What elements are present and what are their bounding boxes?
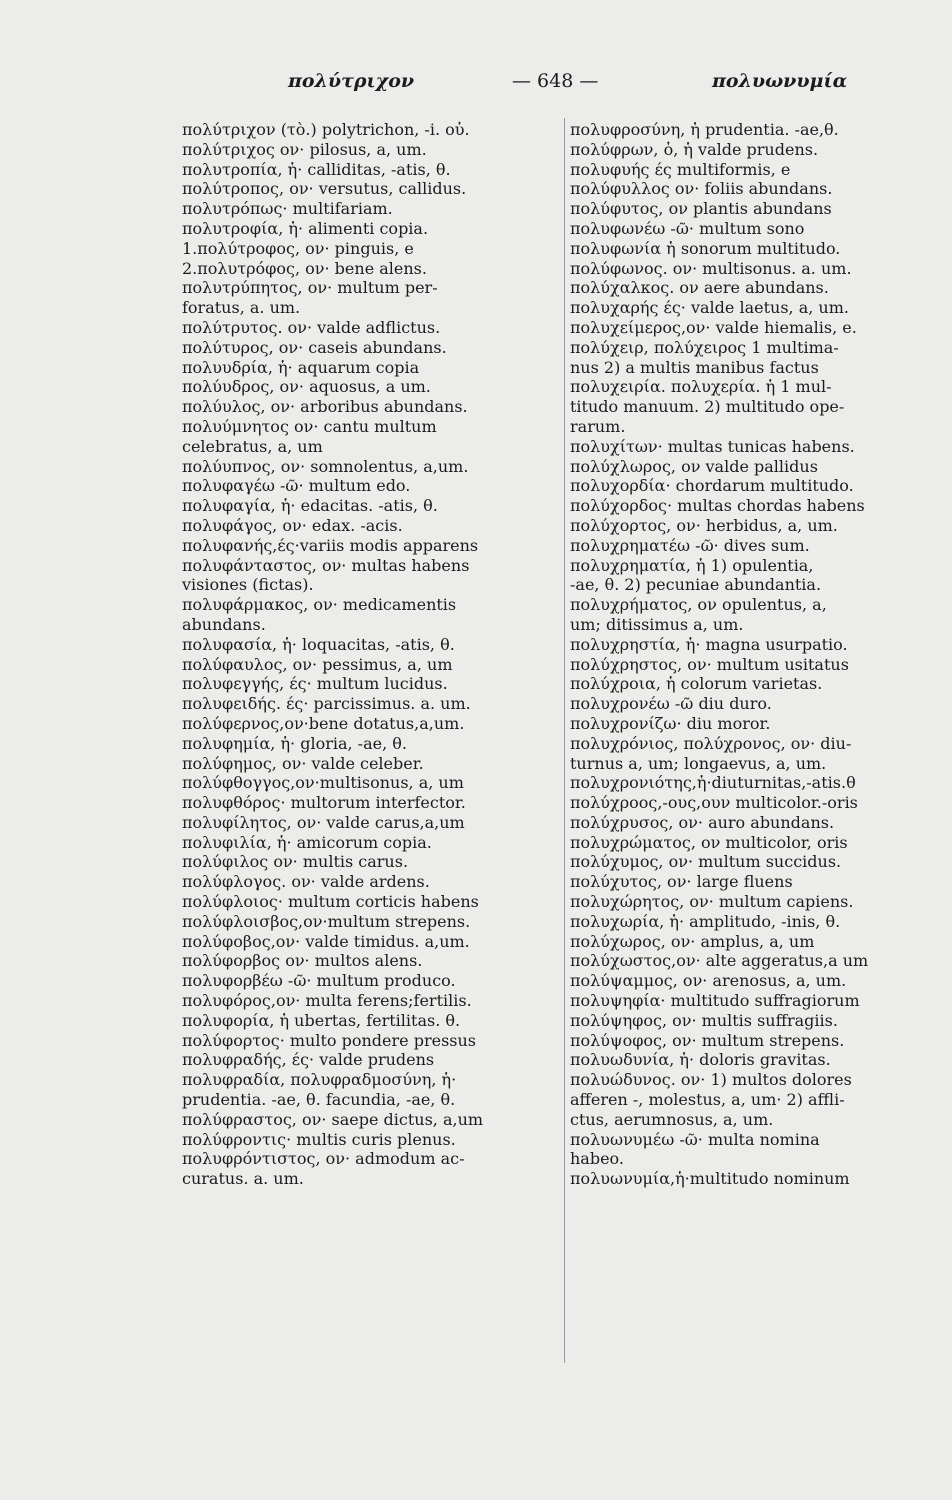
dictionary-entry-line: πολύχορδος· multas chordas habens xyxy=(570,496,865,516)
dictionary-entry-line: πολυφεγγής, ές· multum lucidus. xyxy=(182,674,448,694)
dictionary-entry-line: πολύυπνος, ον· somnolentus, a,um. xyxy=(182,456,469,476)
dictionary-entry-line: foratus, a. um. xyxy=(182,298,301,318)
dictionary-entry-line: πολυφυής ές multiformis, e xyxy=(570,159,791,179)
running-head-right: πολυωνυμία xyxy=(712,70,848,92)
dictionary-entry-line: πολύτρυτος. ον· valde adflictus. xyxy=(182,317,441,337)
dictionary-entry-line: πολύφιλος ον· multis carus. xyxy=(182,852,409,872)
dictionary-entry-line: πολυφάρμακος, ον· medicamentis xyxy=(182,595,457,615)
dictionary-entry-line: πολυφωνέω -ῶ· multum sono xyxy=(570,218,805,238)
dictionary-entry-line: πολύχειρ, πολύχειρος 1 multima- xyxy=(570,337,839,357)
dictionary-entry-line: πολυχρόνιος, πολύχρονος, ον· diu- xyxy=(570,733,852,753)
dictionary-entry-line: πολυχίτων· multas tunicas habens. xyxy=(570,436,855,456)
right-column xyxy=(570,120,950,1189)
dictionary-entry-line: πολυχωρία, ἡ· amplitudo, -inis, θ. xyxy=(570,911,841,931)
dictionary-entry-line: πολυχρονιότης,ἡ·diuturnitas,-atis.θ xyxy=(570,773,856,793)
dictionary-entry-line: πολυφάνταστος, ον· multas habens xyxy=(182,555,470,575)
dictionary-entry-line: πολύφλογος. ον· valde ardens. xyxy=(182,872,430,892)
dictionary-entry-line: celebratus, a, um xyxy=(182,436,323,456)
dictionary-entry-line: πολύχροια, ἡ colorum varietas. xyxy=(570,674,823,694)
dictionary-entry-line: πολύψοφος, ον· multum strepens. xyxy=(570,1030,845,1050)
dictionary-entry-line: πολυφάγος, ον· edax. -acis. xyxy=(182,515,403,535)
page-number: — 648 — xyxy=(512,70,599,92)
dictionary-entry-line: πολύφοβος,ον· valde timidus. a,um. xyxy=(182,931,470,951)
dictionary-entry-line: πολυφορία, ἡ ubertas, fertilitas. θ. xyxy=(182,1010,461,1030)
dictionary-entry-line: πολυχρήματος, ον opulentus, a, xyxy=(570,595,827,615)
dictionary-entry-line: πολυφθόρος· multorum interfector. xyxy=(182,793,466,813)
dictionary-entry-line: πολυφρόντιστος, ον· admodum ac- xyxy=(182,1149,465,1169)
dictionary-entry-line: πολύτριχος ον· pilosus, a, um. xyxy=(182,139,427,159)
dictionary-entry-line: πολυφραδία, πολυφραδμοσύνη, ἡ· xyxy=(182,1070,457,1090)
dictionary-entry-line: πολυχρώματος, ον multicolor, oris xyxy=(570,832,848,852)
dictionary-entry-line: πολυφροσύνη, ἡ prudentia. -ae,θ. xyxy=(570,120,839,139)
dictionary-entry-line: πολυφασία, ἡ· loquacitas, -atis, θ. xyxy=(182,634,455,654)
dictionary-entry-line: πολύφερνος,ον·bene dotatus,a,um. xyxy=(182,713,465,733)
dictionary-entry-line: πολυψηφία· multitudo suffragiorum xyxy=(570,991,860,1011)
dictionary-entry-line: πολυφανής,ές·variis modis apparens xyxy=(182,535,479,555)
dictionary-entry-line: πολυχρονίζω· diu moror. xyxy=(570,713,771,733)
dictionary-entry-line: πολυφωνία ἡ sonorum multitudo. xyxy=(570,238,841,258)
dictionary-entry-line: πολυχείμερος,ον· valde hiemalis, e. xyxy=(570,317,857,337)
dictionary-entry-line: prudentia. -ae, θ. facundia, -ae, θ. xyxy=(182,1090,456,1110)
dictionary-entry-line: πολυχαρής ές· valde laetus, a, um. xyxy=(570,298,849,318)
dictionary-entry-line: πολύφυλλος ον· foliis abundans. xyxy=(570,179,833,199)
dictionary-entry-line: um; ditissimus a, um. xyxy=(570,614,744,634)
dictionary-entry-line: πολύχωρος, ον· amplus, a, um xyxy=(570,931,815,951)
dictionary-entry-line: πολυφημία, ἡ· gloria, -ae, θ. xyxy=(182,733,407,753)
dictionary-entry-line: -ae, θ. 2) pecuniae abundantia. xyxy=(570,575,822,595)
dictionary-entry-line: πολύτροπος, ον· versutus, callidus. xyxy=(182,179,467,199)
dictionary-entry-line: πολύυδρος, ον· aquosus, a um. xyxy=(182,377,431,397)
dictionary-entry-line: πολύφλοιος· multum corticis habens xyxy=(182,892,479,912)
dictionary-entry-line: ctus, aerumnosus, a, um. xyxy=(570,1109,774,1129)
dictionary-entry-line: abundans. xyxy=(182,614,266,634)
dictionary-entry-line: πολυχώρητος, ον· multum capiens. xyxy=(570,892,854,912)
dictionary-entry-line: 2.πολυτρόφος, ον· bene alens. xyxy=(182,258,427,278)
dictionary-entry-line: πολύψαμμος, ον· arenosus, a, um. xyxy=(570,971,847,991)
dictionary-entry-line: πολυχρηματία, ἡ 1) opulentia, xyxy=(570,555,814,575)
dictionary-entry-line: πολυχρηστία, ἡ· magna usurpatio. xyxy=(570,634,848,654)
dictionary-entry-line: πολυφαγία, ἡ· edacitas. -atis, θ. xyxy=(182,496,438,516)
dictionary-entry-line: πολυωδυνία, ἡ· doloris gravitas. xyxy=(570,1050,831,1070)
dictionary-entry-line: πολυχειρία. πολυχερία. ἡ 1 mul- xyxy=(570,377,832,397)
dictionary-entry-line: πολυτροπία, ἡ· calliditas, -atis, θ. xyxy=(182,159,451,179)
column-divider xyxy=(564,118,565,1363)
left-column xyxy=(182,120,558,1189)
dictionary-entry-line: πολύχωστος,ον· alte aggeratus,a um xyxy=(570,951,869,971)
dictionary-entry-line: πολύφαυλος, ον· pessimus, a, um xyxy=(182,654,453,674)
dictionary-entry-line: πολύχυτος, ον· large fluens xyxy=(570,872,793,892)
dictionary-entry-line: πολύτυρος, ον· caseis abundans. xyxy=(182,337,447,357)
dictionary-entry-line: πολυφίλητος, ον· valde carus,a,um xyxy=(182,812,465,832)
dictionary-entry-line: visiones (fictas). xyxy=(182,575,314,595)
dictionary-entry-line: πολυφειδής. ές· parcissimus. a. um. xyxy=(182,694,471,714)
dictionary-entry-line: πολύυλος, ον· arboribus abundans. xyxy=(182,397,468,417)
dictionary-entry-line: turnus a, um; longaevus, a, um. xyxy=(570,753,827,773)
dictionary-entry-line: πολυώδυνος. ον· 1) multos dolores xyxy=(570,1070,852,1090)
dictionary-entry-line: πολύχροος,-ους,ουν multicolor.-oris xyxy=(570,793,858,813)
dictionary-entry-line: πολύφορτος· multo pondere pressus xyxy=(182,1030,477,1050)
dictionary-entry-line: πολύφορβος ον· multos alens. xyxy=(182,951,423,971)
dictionary-entry-line: πολυυδρία, ἡ· aquarum copia xyxy=(182,357,420,377)
dictionary-entry-line: πολύχορτος, ον· herbidus, a, um. xyxy=(570,515,838,535)
dictionary-entry-line: πολυφιλία, ἡ· amicorum copia. xyxy=(182,832,432,852)
dictionary-entry-line: curatus. a. um. xyxy=(182,1169,304,1189)
dictionary-entry-line: πολύφρων, ὁ, ἡ valde prudens. xyxy=(570,139,819,159)
dictionary-entry-line: titudo manuum. 2) multitudo ope- xyxy=(570,397,845,417)
dictionary-entry-line: πολυχρονέω -ῶ diu duro. xyxy=(570,694,772,714)
dictionary-entry-line: 1.πολύτροφος, ον· pinguis, e xyxy=(182,238,414,258)
dictionary-entry-line: πολύφυτος, ον plantis abundans xyxy=(570,199,832,219)
dictionary-entry-line: habeo. xyxy=(570,1149,624,1169)
dictionary-entry-line: afferen -, molestus, a, um· 2) affli- xyxy=(570,1090,845,1110)
dictionary-entry-line: πολυφραδής, ές· valde prudens xyxy=(182,1050,435,1070)
dictionary-entry-line: πολύφροντις· multis curis plenus. xyxy=(182,1129,456,1149)
dictionary-entry-line: πολύψηφος, ον· multis suffragiis. xyxy=(570,1010,838,1030)
dictionary-entry-line: πολύχρηστος, ον· multum usitatus xyxy=(570,654,849,674)
dictionary-entry-line: πολύχυμος, ον· multum succidus. xyxy=(570,852,842,872)
dictionary-entry-line: πολυχορδία· chordarum multitudo. xyxy=(570,476,854,496)
dictionary-entry-line: πολυφόρος,ον· multa ferens;fertilis. xyxy=(182,991,472,1011)
dictionary-entry-line: πολυτρόπως· multifariam. xyxy=(182,199,393,219)
dictionary-entry-line: πολύτριχον (τὸ.) polytrichon, -i. οὐ. xyxy=(182,120,470,139)
dictionary-entry-line: πολυωνυμέω -ῶ· multa nomina xyxy=(570,1129,820,1149)
running-head-left: πολύτριχον xyxy=(288,70,415,92)
dictionary-entry-line: πολύφωνος. ον· multisonus. a. um. xyxy=(570,258,852,278)
dictionary-entry-line: πολύχρυσος, ον· auro abundans. xyxy=(570,812,835,832)
dictionary-entry-line: rarum. xyxy=(570,416,626,436)
dictionary-entry-line: πολύφλοισβος,ον·multum strepens. xyxy=(182,911,471,931)
dictionary-entry-line: πολυωνυμία,ἡ·multitudo nominum xyxy=(570,1169,850,1189)
dictionary-entry-line: πολύφθογγος,ον·multisonus, a, um xyxy=(182,773,464,793)
dictionary-entry-line: πολύφραστος, ον· saepe dictus, a,um xyxy=(182,1109,484,1129)
dictionary-entry-line: nus 2) a multis manibus factus xyxy=(570,357,819,377)
dictionary-entry-line: πολυύμνητος ον· cantu multum xyxy=(182,416,437,436)
dictionary-entry-line: πολύχλωρος, ον valde pallidus xyxy=(570,456,818,476)
dictionary-entry-line: πολυχρηματέω -ῶ· dives sum. xyxy=(570,535,810,555)
dictionary-entry-line: πολυφορβέω -ῶ· multum produco. xyxy=(182,971,456,991)
dictionary-entry-line: πολύχαλκος. ον aere abundans. xyxy=(570,278,829,298)
dictionary-entry-line: πολυφαγέω -ῶ· multum edo. xyxy=(182,476,411,496)
dictionary-entry-line: πολύφημος, ον· valde celeber. xyxy=(182,753,424,773)
dictionary-entry-line: πολυτροφία, ἡ· alimenti copia. xyxy=(182,218,429,238)
dictionary-entry-line: πολυτρύπητος, ον· multum per- xyxy=(182,278,438,298)
page-header xyxy=(0,70,952,100)
